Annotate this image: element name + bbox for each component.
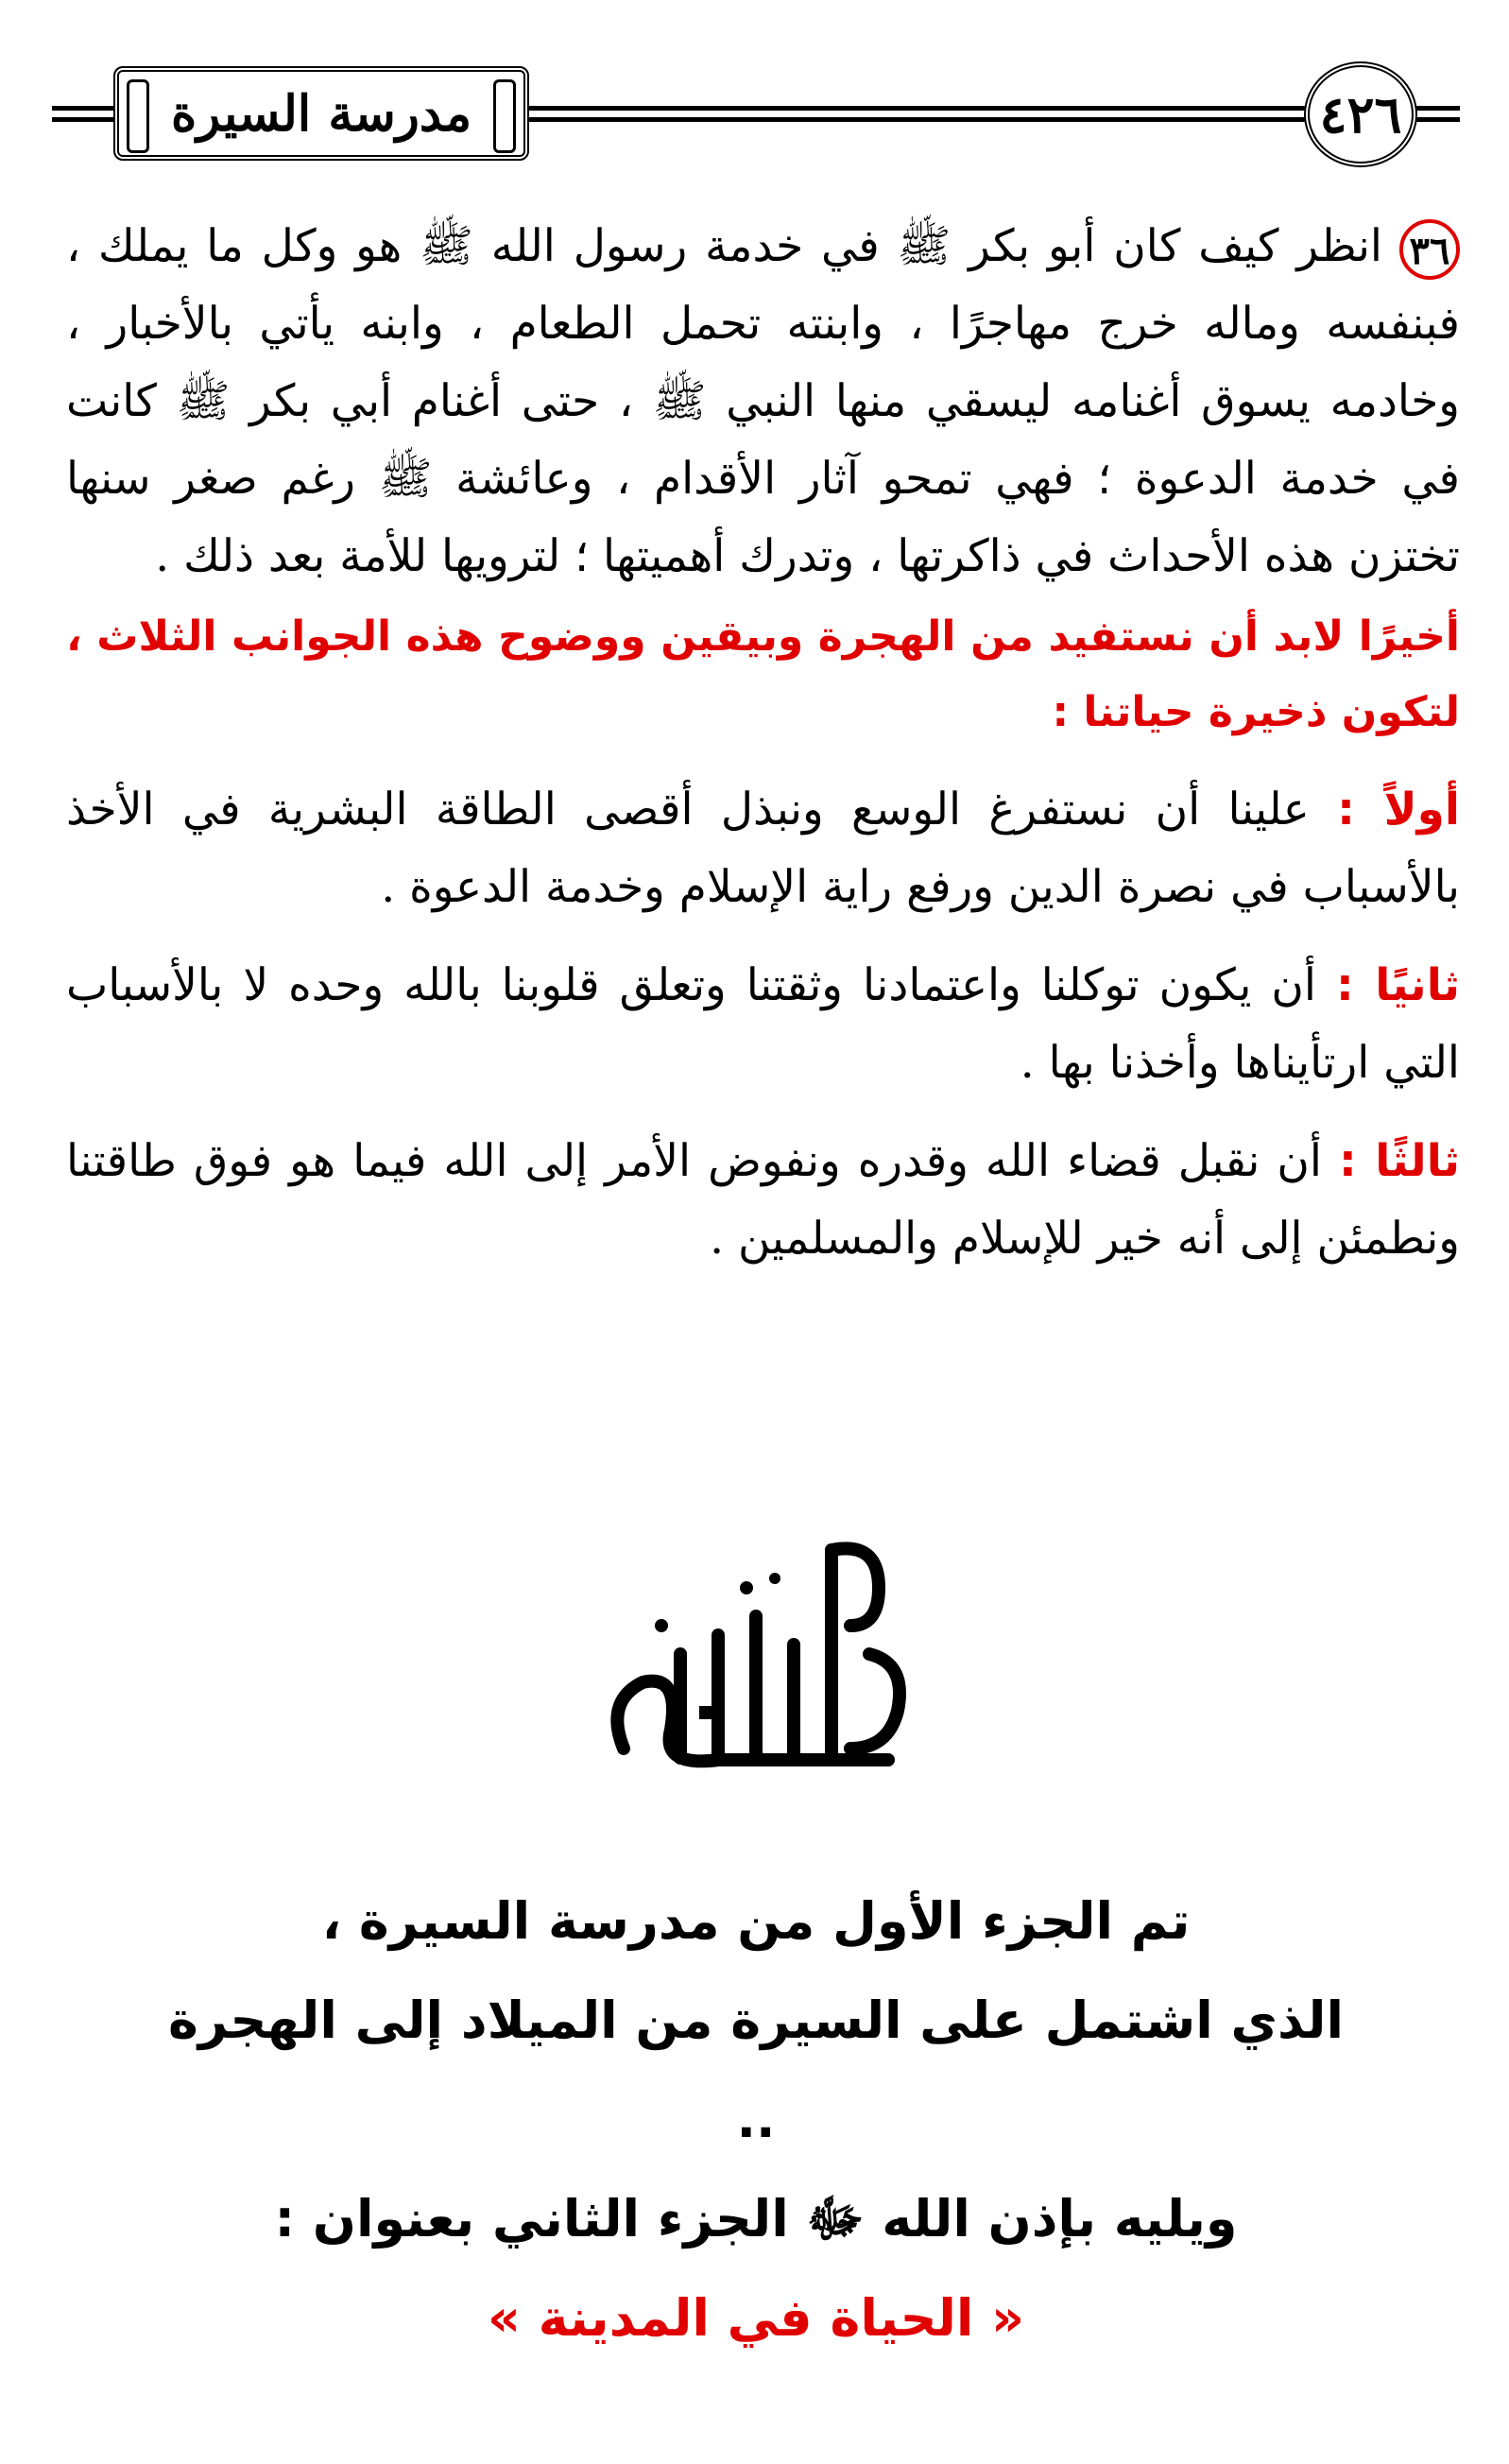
calligraphy-text: تم بحمد الله (712, 1776, 799, 1796)
point-label: ثانيًا : (1336, 959, 1460, 1011)
point-item (66, 771, 1460, 926)
point-text: أن يكون توكلنا واعتمادنا وثقتنا وتعلق قلوبنا بالله وحده لا بالأسباب التي ارتأيناها وأخذنا بها . (66, 959, 1460, 1089)
red-heading: أخيرًا لابد أن نستفيد من الهجرة وبيقين ووضوح هذه الجوانب الثلاث ، لتكون ذخيرة حياتنا : (66, 612, 1460, 736)
closing-line: تم الجزء الأول من مدرسة السيرة ، (321, 1891, 1191, 1951)
closing-line: ويليه بإذن الله ﷻ الجزء الثاني بعنوان : (274, 2189, 1238, 2249)
point-text: أن نقبل قضاء الله وقدره ونفوض الأمر إلى الله فيما هو فوق طاقتنا ونطمئن إلى أنه خير للإسلام والمسلمين . (66, 1135, 1460, 1265)
point-label: أولاً : (1337, 784, 1460, 836)
paragraph (66, 208, 1460, 595)
next-volume-title: « الحياة في المدينة » (487, 2288, 1025, 2348)
point-item (66, 947, 1460, 1102)
closing-note (142, 1871, 1370, 2368)
page-number: ٤٢٦ (1304, 61, 1417, 167)
point-label: ثالثًا : (1338, 1135, 1460, 1187)
calligraphy-ornament (567, 1512, 945, 1796)
book-title-frame (113, 66, 529, 161)
point-text: علينا أن نستفرغ الوسع ونبذل أقصى الطاقة البشرية في الأخذ بالأسباب في نصرة الدين ورفع راية الإسلام وخدمة الدعوة . (66, 784, 1460, 913)
point-item (66, 1123, 1460, 1278)
main-text (66, 208, 1460, 1278)
item-number-badge: ٣٦ (1399, 219, 1460, 280)
paragraph-text: انظر كيف كان أبو بكر ﷺ في خدمة رسول الله ﷺ هو وكل ما يملك ، فبنفسه وماله خرج مهاجرًا ، وابنته تحمل الطعام ، وابنه يأتي بالأخبار ، وخادمه يسوق أغنامه ليسقي منها النبي ﷺ ، حتى أغنام أبي بكر ﷺ كانت في خدمة الدعوة ؛ فهي تمحو آثار الأقدام ، وعائشة ﷺ رغم صغر سنها تختزن هذه الأحداث في ذاكرتها ، وتدرك أهميتها ؛ لترويها للأمة بعد ذلك . (66, 220, 1460, 582)
book-title: مدرسة السيرة (170, 84, 472, 143)
page-header (52, 57, 1460, 170)
closing-line: الذي اشتمل على السيرة من الميلاد إلى الهجرة .. (168, 1990, 1344, 2149)
